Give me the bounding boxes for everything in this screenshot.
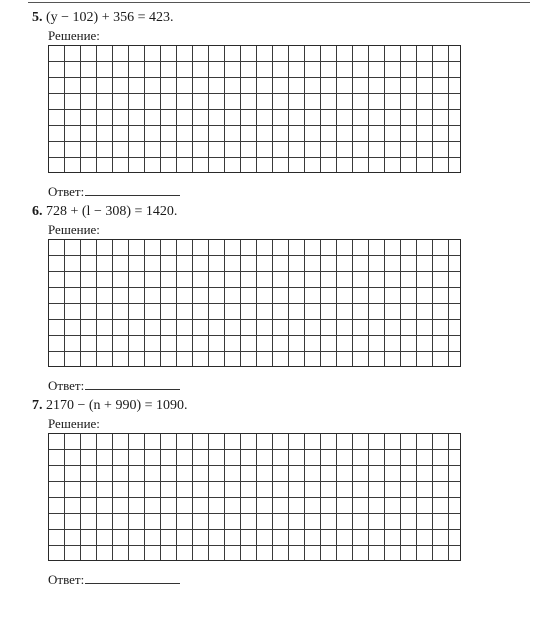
problem-7 xyxy=(32,398,472,587)
solution-grid[interactable] xyxy=(48,45,461,173)
problem-number: 6. xyxy=(32,204,43,219)
problem-number: 5. xyxy=(32,10,43,25)
answer-label: Ответ: xyxy=(48,184,85,199)
solution-label: Решение: xyxy=(48,28,100,43)
solution-label: Решение: xyxy=(48,222,100,237)
problem-number: 7. xyxy=(32,398,43,413)
equation: 2170 − (n + 990) = 1090. xyxy=(46,398,188,413)
solution-grid[interactable] xyxy=(48,239,461,367)
answer-line xyxy=(85,572,180,584)
problem-statement xyxy=(32,398,472,414)
answer-line xyxy=(85,378,180,390)
solution-grid[interactable] xyxy=(48,433,461,561)
problem-5 xyxy=(32,10,472,199)
answer-label: Ответ: xyxy=(48,572,85,587)
solution-label: Решение: xyxy=(48,416,100,431)
answer-field[interactable] xyxy=(48,184,180,199)
equation: (y − 102) + 356 = 423. xyxy=(46,10,174,25)
problem-statement xyxy=(32,10,472,26)
answer-line xyxy=(85,184,180,196)
top-divider xyxy=(28,2,530,3)
answer-field[interactable] xyxy=(48,378,180,393)
answer-label: Ответ: xyxy=(48,378,85,393)
problem-statement xyxy=(32,204,472,220)
equation: 728 + (l − 308) = 1420. xyxy=(46,204,178,219)
problem-6 xyxy=(32,204,472,393)
answer-field[interactable] xyxy=(48,572,180,587)
